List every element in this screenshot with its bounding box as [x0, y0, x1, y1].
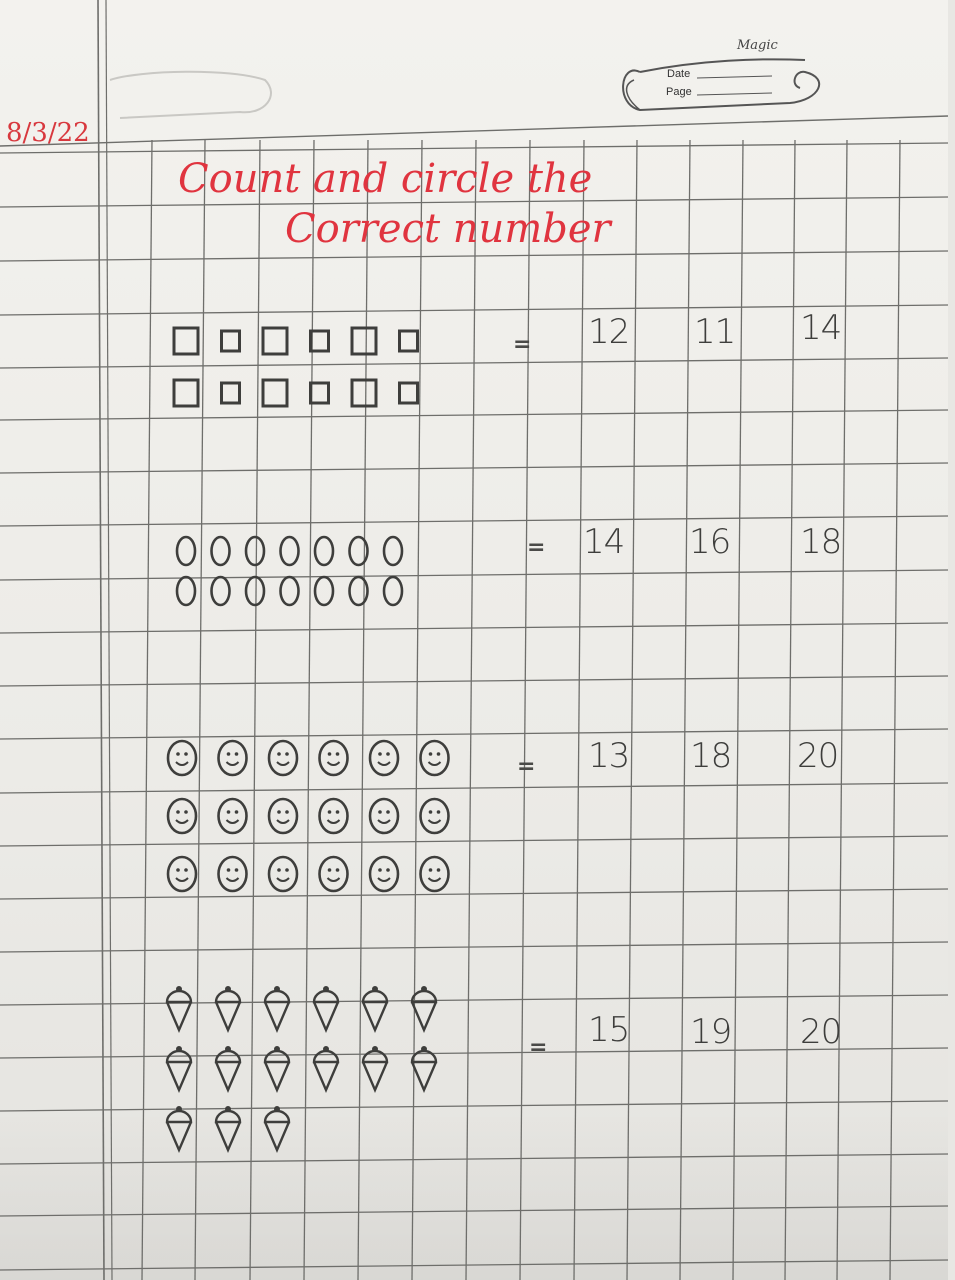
ice-cream-cone [265, 1062, 289, 1090]
ice-cream-cone [216, 1062, 240, 1090]
smiley-face [219, 799, 247, 833]
option-number: 13 [588, 736, 630, 776]
circle-shape [246, 577, 264, 605]
smiley-eye [378, 752, 382, 756]
smiley-mouth [328, 878, 340, 881]
circle-shape [212, 577, 230, 605]
ice-cream-cone [363, 1062, 387, 1090]
option-number: 14 [583, 522, 625, 562]
smiley-eye [235, 752, 239, 756]
equals-sign: = [517, 754, 536, 779]
smiley-eye [328, 868, 332, 872]
page-label: Page [666, 86, 692, 98]
smiley-eye [176, 752, 180, 756]
ice-cream-cherry [225, 1046, 231, 1052]
smiley-eye [184, 752, 188, 756]
smiley-mouth [429, 820, 441, 823]
square-shape [263, 328, 287, 354]
square-shape [174, 380, 198, 406]
option-number: 20 [797, 736, 839, 776]
smiley-eye [227, 810, 231, 814]
equals-sign: = [527, 535, 546, 560]
square-shape [352, 328, 376, 354]
smiley-mouth [429, 878, 441, 881]
smiley-face [168, 799, 196, 833]
smiley-face [269, 857, 297, 891]
smiley-mouth [277, 878, 289, 881]
ice-cream-cone [314, 1062, 338, 1090]
option-number: 12 [588, 312, 630, 352]
smiley-mouth [176, 820, 188, 823]
ice-cream-cherry [176, 986, 182, 992]
smiley-face [421, 857, 449, 891]
circle-shape [384, 577, 402, 605]
smiley-eye [386, 868, 390, 872]
square-shape [311, 383, 329, 403]
ice-cream-cone [265, 1122, 289, 1150]
smiley-eye [176, 868, 180, 872]
circle-shape [281, 537, 299, 565]
smiley-eye [184, 868, 188, 872]
circle-shape [246, 537, 264, 565]
smiley-eye [429, 868, 433, 872]
smiley-eye [437, 810, 441, 814]
option-number: 16 [689, 522, 731, 562]
smiley-eye [235, 868, 239, 872]
square-shape [400, 331, 418, 351]
smiley-eye [336, 810, 340, 814]
smiley-mouth [277, 820, 289, 823]
square-shape [352, 380, 376, 406]
circle-shape [350, 577, 368, 605]
smiley-face [219, 741, 247, 775]
ice-cream-cone [412, 1002, 436, 1030]
ice-cream-cherry [421, 986, 427, 992]
circle-shape [281, 577, 299, 605]
ice-cream-cherry [274, 1046, 280, 1052]
ice-cream-scoop [363, 991, 387, 1002]
smiley-mouth [176, 878, 188, 881]
ice-cream-cherry [372, 986, 378, 992]
smiley-eye [437, 752, 441, 756]
circle-shape [350, 537, 368, 565]
square-shape [222, 383, 240, 403]
ice-cream-cherry [176, 1046, 182, 1052]
smiley-eye [386, 752, 390, 756]
circle-shape [212, 537, 230, 565]
ice-cream-scoop [167, 1051, 191, 1062]
ice-cream-cone [167, 1002, 191, 1030]
smiley-eye [285, 810, 289, 814]
smiley-face [370, 799, 398, 833]
option-number: 11 [694, 312, 736, 352]
ice-cream-scoop [412, 1051, 436, 1062]
smiley-eye [277, 868, 281, 872]
smiley-mouth [176, 762, 188, 765]
square-shape [311, 331, 329, 351]
ice-cream-cherry [225, 986, 231, 992]
smiley-eye [285, 868, 289, 872]
ice-cream-scoop [216, 991, 240, 1002]
equals-sign: = [529, 1035, 548, 1060]
smiley-mouth [227, 762, 239, 765]
ice-cream-cherry [274, 1106, 280, 1112]
ice-cream-cone [167, 1062, 191, 1090]
ice-cream-scoop [167, 1111, 191, 1122]
smiley-face [370, 741, 398, 775]
smiley-face [168, 857, 196, 891]
ice-cream-scoop [314, 991, 338, 1002]
smiley-eye [336, 868, 340, 872]
ice-cream-cone [167, 1122, 191, 1150]
date-label: Date [667, 68, 691, 80]
ice-cream-cherry [323, 986, 329, 992]
square-shape [174, 328, 198, 354]
smiley-face [320, 799, 348, 833]
smiley-mouth [378, 878, 390, 881]
ice-cream-cone [363, 1002, 387, 1030]
smiley-face [269, 741, 297, 775]
ice-cream-scoop [216, 1051, 240, 1062]
circle-shape [315, 537, 333, 565]
ice-cream-cherry [372, 1046, 378, 1052]
worksheet-title-line1: Count and circle the [178, 156, 593, 202]
smiley-eye [285, 752, 289, 756]
ice-cream-cone [314, 1002, 338, 1030]
smiley-eye [429, 752, 433, 756]
ice-cream-cherry [274, 986, 280, 992]
ice-cream-scoop [314, 1051, 338, 1062]
smiley-face [320, 857, 348, 891]
ice-cream-scoop [265, 1051, 289, 1062]
option-number: 18 [800, 522, 842, 562]
smiley-face [421, 799, 449, 833]
smiley-mouth [328, 762, 340, 765]
circle-shape [315, 577, 333, 605]
smiley-face [421, 741, 449, 775]
smiley-mouth [328, 820, 340, 823]
smiley-eye [336, 752, 340, 756]
option-number: 15 [588, 1010, 630, 1050]
smiley-eye [277, 810, 281, 814]
worksheet-title-line2: Correct number [285, 206, 611, 252]
smiley-eye [184, 810, 188, 814]
option-number: 18 [690, 736, 732, 776]
smiley-eye [277, 752, 281, 756]
square-shape [400, 383, 418, 403]
smiley-mouth [378, 820, 390, 823]
written-date: 8/3/22 [6, 118, 90, 148]
smiley-eye [429, 810, 433, 814]
smiley-eye [386, 810, 390, 814]
ice-cream-scoop [363, 1051, 387, 1062]
smiley-face [219, 857, 247, 891]
option-number: 14 [800, 308, 842, 348]
smiley-mouth [429, 762, 441, 765]
circle-shape [177, 577, 195, 605]
ice-cream-scoop [412, 991, 436, 1002]
option-number: 19 [690, 1012, 732, 1052]
ice-cream-scoop [167, 991, 191, 1002]
smiley-eye [227, 752, 231, 756]
square-shape [222, 331, 240, 351]
smiley-face [370, 857, 398, 891]
ice-cream-cone [412, 1062, 436, 1090]
smiley-mouth [227, 820, 239, 823]
smiley-face [320, 741, 348, 775]
ice-cream-cone [216, 1122, 240, 1150]
smiley-eye [235, 810, 239, 814]
circle-shape [384, 537, 402, 565]
smiley-mouth [277, 762, 289, 765]
ice-cream-cone [216, 1002, 240, 1030]
notebook-brand: Magic [737, 38, 778, 53]
smiley-eye [328, 810, 332, 814]
equals-sign: = [513, 332, 532, 357]
smiley-eye [328, 752, 332, 756]
smiley-eye [378, 810, 382, 814]
ice-cream-cone [265, 1002, 289, 1030]
option-number: 20 [800, 1012, 842, 1052]
smiley-eye [378, 868, 382, 872]
smiley-eye [227, 868, 231, 872]
ice-cream-cherry [421, 1046, 427, 1052]
ice-cream-cherry [225, 1106, 231, 1112]
ice-cream-cherry [176, 1106, 182, 1112]
ice-cream-scoop [265, 1111, 289, 1122]
smiley-mouth [378, 762, 390, 765]
smiley-mouth [227, 878, 239, 881]
smiley-eye [437, 868, 441, 872]
ice-cream-scoop [216, 1111, 240, 1122]
square-shape [263, 380, 287, 406]
ice-cream-scoop [265, 991, 289, 1002]
circle-shape [177, 537, 195, 565]
smiley-face [168, 741, 196, 775]
ice-cream-cherry [323, 1046, 329, 1052]
smiley-face [269, 799, 297, 833]
smiley-eye [176, 810, 180, 814]
